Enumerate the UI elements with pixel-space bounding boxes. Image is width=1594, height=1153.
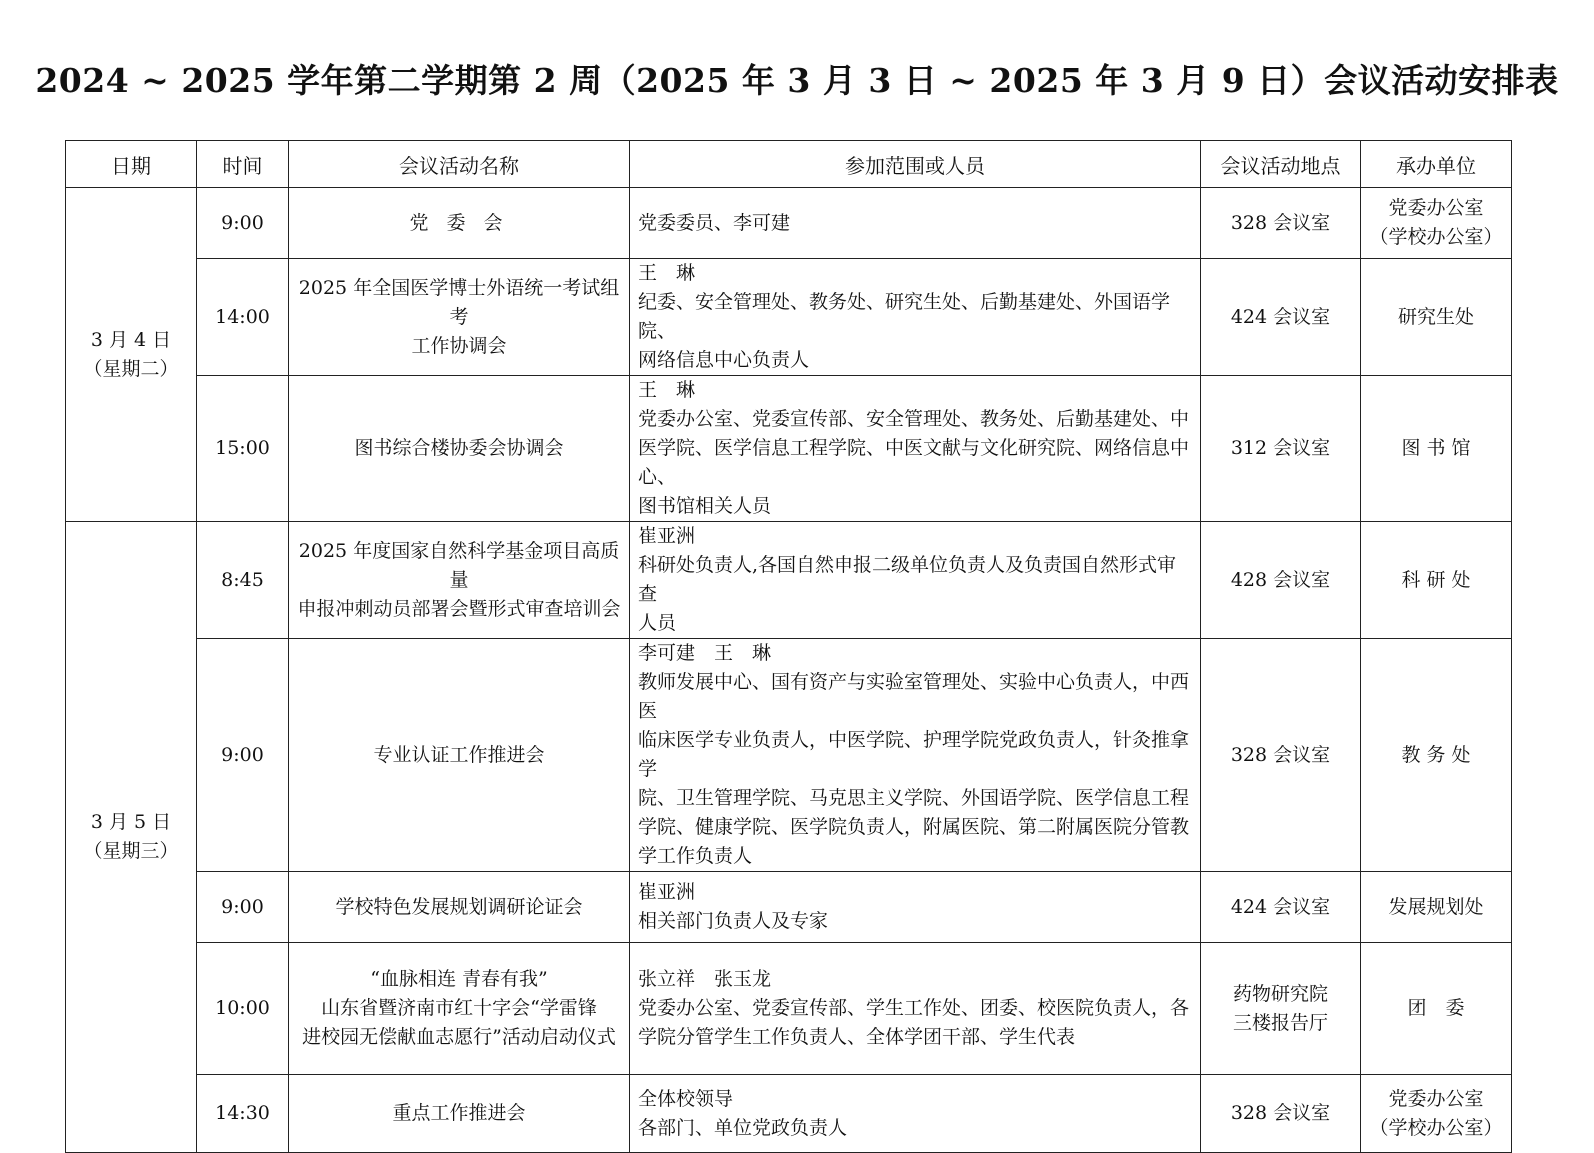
time-cell: 9:00	[197, 188, 289, 259]
table-row	[66, 1075, 1512, 1153]
location-cell: 424 会议室	[1201, 872, 1361, 943]
participants-cell: 王 琳 党委办公室、党委宣传部、安全管理处、教务处、后勤基建处、中 医学院、医学信息工程学院、中医文献与文化研究院、网络信息中心、 图书馆相关人员	[630, 376, 1201, 522]
table-row	[66, 188, 1512, 259]
activity-name-cell: 专业认证工作推进会	[289, 639, 630, 872]
organizer-cell: 科 研 处	[1361, 522, 1512, 639]
date-label: 3 月 5 日	[90, 811, 172, 833]
organizer-cell: 党委办公室 （学校办公室）	[1361, 188, 1512, 259]
time-cell: 8:45	[197, 522, 289, 639]
table-row	[66, 639, 1512, 872]
header-organizer: 承办单位	[1361, 141, 1512, 188]
activity-name-cell: 党 委 会	[289, 188, 630, 259]
header-row	[66, 141, 1512, 188]
header-date: 日期	[66, 141, 197, 188]
time-cell: 9:00	[197, 639, 289, 872]
weekday-label: （星期三）	[83, 840, 179, 862]
activity-name-cell: 2025 年全国医学博士外语统一考试组考 工作协调会	[289, 259, 630, 376]
organizer-cell: 图 书 馆	[1361, 376, 1512, 522]
activity-name-cell: 学校特色发展规划调研论证会	[289, 872, 630, 943]
organizer-cell: 研究生处	[1361, 259, 1512, 376]
participants-cell: 崔亚洲 相关部门负责人及专家	[630, 872, 1201, 943]
date-cell	[66, 188, 197, 522]
time-cell: 9:00	[197, 872, 289, 943]
header-participants: 参加范围或人员	[630, 141, 1201, 188]
location-cell: 328 会议室	[1201, 1075, 1361, 1153]
schedule-table	[65, 140, 1512, 1153]
location-cell: 312 会议室	[1201, 376, 1361, 522]
participants-cell: 王 琳 纪委、安全管理处、教务处、研究生处、后勤基建处、外国语学院、 网络信息中心负责人	[630, 259, 1201, 376]
participants-cell: 全体校领导 各部门、单位党政负责人	[630, 1075, 1201, 1153]
time-cell: 14:30	[197, 1075, 289, 1153]
organizer-cell: 团 委	[1361, 943, 1512, 1075]
participants-cell: 李可建 王 琳 教师发展中心、国有资产与实验室管理处、实验中心负责人，中西医 临床医学专业负责人，中医学院、护理学院党政负责人，针灸推拿学 院、卫生管理学院、马克思主义学院、外国语学院、医学信息工程 学院、健康学院、医学院负责人，附属医院、第二附属医院分管教 学工作负责人	[630, 639, 1201, 872]
activity-name-cell: 重点工作推进会	[289, 1075, 630, 1153]
participants-cell: 崔亚洲 科研处负责人,各国自然申报二级单位负责人及负责国自然形式审查 人员	[630, 522, 1201, 639]
table-row	[66, 943, 1512, 1075]
organizer-cell: 党委办公室 （学校办公室）	[1361, 1075, 1512, 1153]
participants-cell: 张立祥 张玉龙 党委办公室、党委宣传部、学生工作处、团委、校医院负责人，各 学院分管学生工作负责人、全体学团干部、学生代表	[630, 943, 1201, 1075]
time-cell: 15:00	[197, 376, 289, 522]
location-cell: 328 会议室	[1201, 639, 1361, 872]
activity-name-cell: “血脉相连 青春有我” 山东省暨济南市红十字会“学雷锋 进校园无偿献血志愿行”活动启动仪式	[289, 943, 630, 1075]
activity-name-cell: 2025 年度国家自然科学基金项目高质量 申报冲刺动员部署会暨形式审查培训会	[289, 522, 630, 639]
location-cell: 328 会议室	[1201, 188, 1361, 259]
table-row	[66, 872, 1512, 943]
date-label: 3 月 4 日	[90, 328, 172, 351]
time-cell: 10:00	[197, 943, 289, 1075]
activity-name-cell: 图书综合楼协委会协调会	[289, 376, 630, 522]
location-cell: 428 会议室	[1201, 522, 1361, 639]
time-cell: 14:00	[197, 259, 289, 376]
organizer-cell: 发展规划处	[1361, 872, 1512, 943]
participants-cell: 党委委员、李可建	[630, 188, 1201, 259]
location-cell: 药物研究院 三楼报告厅	[1201, 943, 1361, 1075]
header-location: 会议活动地点	[1201, 141, 1361, 188]
date-cell	[66, 522, 197, 1153]
table-row	[66, 376, 1512, 522]
weekday-label: （星期二）	[83, 357, 179, 380]
location-cell: 424 会议室	[1201, 259, 1361, 376]
header-activity-name: 会议活动名称	[289, 141, 630, 188]
organizer-cell: 教 务 处	[1361, 639, 1512, 872]
page-title: 2024 ~ 2025 学年第二学期第 2 周（2025 年 3 月 3 日 ~ 2025 年 3 月 9 日）会议活动安排表	[35, 61, 1559, 100]
header-time: 时间	[197, 141, 289, 188]
table-row	[66, 522, 1512, 639]
table-row	[66, 259, 1512, 376]
